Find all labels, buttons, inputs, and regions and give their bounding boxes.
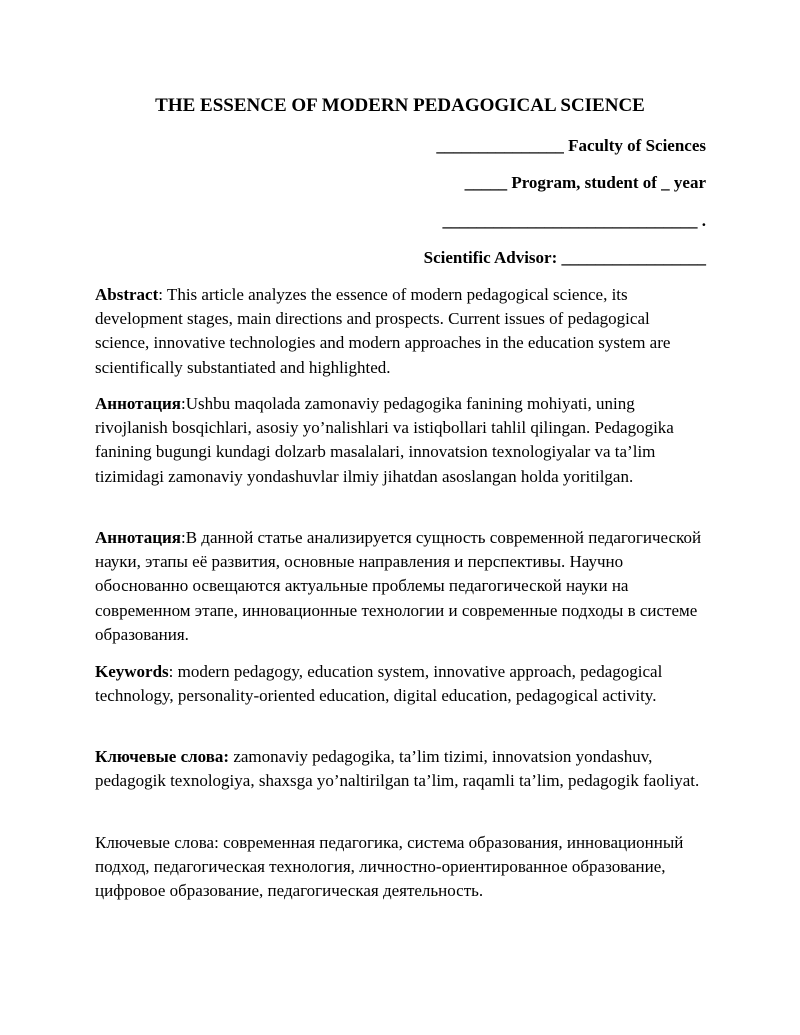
- abstract-uzbek-text: :Ushbu maqolada zamonaviy pedagogika fanining mohiyati, uning rivojlanish bosqichlari, asosiy yo’nalishlari va istiqbollari tahlil qilingan. Pedagogika fanining bugungi kundagi dolzarb masalalari, innovatsion texnologiyalar va ta’lim tizimidagi zamonaviy yondashuvlar ilmiy jihatdan asoslangan holda yoritilgan.: [95, 394, 674, 486]
- faculty-line: _______________ Faculty of Sciences: [436, 136, 706, 155]
- keywords-uzbek: [95, 745, 707, 793]
- document-title: THE ESSENCE OF MODERN PEDAGOGICAL SCIENCE: [155, 95, 645, 116]
- abstract-english-lead: Abstract: [95, 285, 159, 304]
- keywords-english-text: : modern pedagogy, education system, innovative approach, pedagogical technology, personality-oriented education, digital education, pedagogical activity.: [95, 662, 663, 706]
- abstract-uzbek: [95, 392, 707, 489]
- abstract-russian-lead: Аннотация: [95, 528, 181, 547]
- abstract-russian-text: :В данной статье анализируется сущность современной педагогической науки, этапы её развития, основные направления и перспективы. Научно обоснованно освещаются актуальные проблемы педагогической науки на современном этапе, инновационные технологии и современные подходы в системе образования.: [95, 528, 702, 644]
- program-line: _____ Program, student of _ year: [464, 173, 706, 192]
- keywords-english-lead: Keywords: [95, 662, 169, 681]
- keywords-uzbek-lead: Ключевые слова:: [95, 747, 230, 766]
- abstract-russian: [95, 526, 707, 647]
- abstract-english: [95, 283, 707, 380]
- keywords-uzbek-text: zamonaviy pedagogika, ta’lim tizimi, innovatsion yondashuv, pedagogik texnologiya, shaxsga yo’naltirilgan ta’lim, raqamli ta’lim, pedagogik faoliyat.: [95, 747, 700, 791]
- author-name-line: ______________________________ .: [442, 211, 706, 230]
- keywords-russian: [95, 831, 707, 904]
- keywords-english: [95, 660, 707, 708]
- keywords-russian-text: Ключевые слова: современная педагогика, система образования, инновационный подход, педагогическая технология, личностно-ориентированное образование, цифровое образование, педагогическая деятельность.: [95, 833, 684, 901]
- abstract-english-text: : This article analyzes the essence of modern pedagogical science, its development stages, main directions and prospects. Current issues of pedagogical science, innovative technologies and modern approaches in the education system are scientifically substantiated and highlighted.: [95, 285, 671, 377]
- scientific-advisor-line: Scientific Advisor: _________________: [423, 248, 706, 267]
- abstract-uzbek-lead: Аннотация: [95, 394, 181, 413]
